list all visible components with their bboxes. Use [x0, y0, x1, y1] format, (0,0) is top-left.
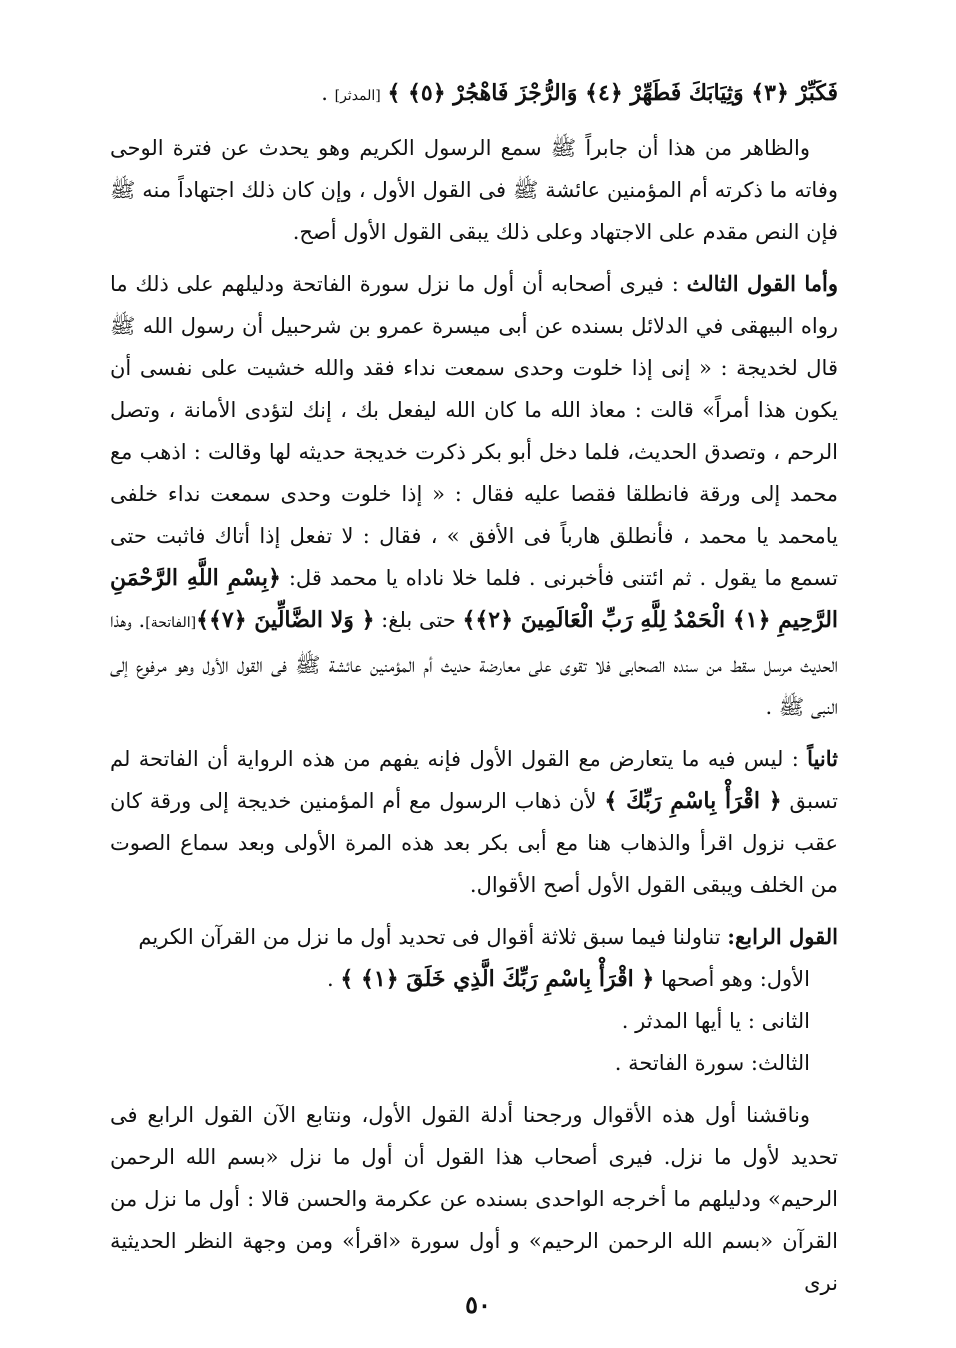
text-segment: حتى بلغ: [374, 608, 463, 632]
surah-reference: [الفاتحة] [145, 615, 197, 631]
text-segment: : ليس فيه ما يتعارض مع القول الأول فإنه يفهم من هذه الرواية أن الفاتحة لم تسبق [110, 747, 838, 813]
quran-verse: فَكَبِّرْ ﴿٣﴾ وَثِيَابَكَ فَطَهِّرْ ﴿٤﴾ وَالرُّجْزَ فَاهْجُرْ ﴿٥﴾ ﴾ [387, 80, 838, 106]
list-item-third: الثالث: سورة الفاتحة . [614, 1051, 810, 1075]
surah-reference: [المدثر] [334, 88, 381, 104]
quran-verse-iqra: ﴿ اقْرَأْ بِاسْمِ رَبِّكَ ﴾ [604, 788, 782, 814]
verse-line-muddaththir [110, 68, 838, 117]
text-segment: . وهذا الحديث مرسل سقط من سنده الصحابى فلا تقوى على معارضة حديث أم المؤمنين عائشة ﷺ فى القول الأول وهو مرفوع إلى النبى ﷺ . [110, 608, 838, 719]
heading-secondly: ثانياً [807, 746, 838, 771]
text-segment: الأول: وهو أصحها [654, 967, 810, 991]
page-number: ٥٠ [465, 1290, 491, 1319]
text-segment: . [327, 967, 341, 991]
quran-verse-fatiha-7: ﴿ وَلا الضَّالِّينَ ﴿٧﴾﴾ [196, 607, 375, 633]
text-segment: تناولنا فيما سبق ثلاثة أقوال فى تحديد أول ما نزل من القرآن الكريم [138, 925, 728, 949]
list-item-first [110, 958, 838, 1000]
paragraph-third-opinion [110, 263, 838, 728]
paragraph-fourth-opinion [110, 916, 838, 958]
paragraph-jabir: والظاهر من هذا أن جابراً ﷺ سمع الرسول الكريم وهو يحدث عن فترة الوحى وفاته ما ذكرته أم المؤمنين عائشة ﷺ فى القول الأول ، وإن كان ذلك اجتهاداً منه ﷺ فإن النص مقدم على الاجتهاد وعلى ذلك يبقى القول الأول أصح. [110, 136, 838, 244]
period: . [321, 81, 328, 105]
paragraph-secondly [110, 738, 838, 906]
list-item-second: الثانى : يا أيها المدثر . [621, 1009, 810, 1033]
quran-verse-iqra-full: ﴿ اقْرَأْ بِاسْمِ رَبِّكَ الَّذِي خَلَقَ ﴿١﴾ ﴾ [340, 966, 655, 992]
text-segment: لأن ذهاب الرسول مع أم المؤمنين خديجة إلى ورقة كان عقب نزول اقرأ والذهاب هنا مع أبى بكر بعد هذه المرة الأولى وبعد سماع الصوت من الخلف ويبقى القول الأول أصح الأقوال. [110, 789, 838, 897]
quran-verse-fatiha-1: ﴿بِسْمِ اللَّهِ الرَّحْمَنِ الرَّحِيمِ ﴿١﴾ الْحَمْدُ لِلَّهِ رَبِّ الْعَالَمِينَ ﴿٢﴾﴾ [110, 565, 839, 633]
paragraph-discussion: وناقشنا أول هذه الأقوال ورجحنا أدلة القول الأول، ونتابع الآن القول الرابع فى تحديد لأول ما نزل. فيرى أصحاب هذا القول أن أول ما نزل «بسم الله الرحمن الرحيم» ودليلهم ما أخرجه الواحدى بسنده عن عكرمة والحسن قالا : أول ما نزل من القرآن «بسم الله الرحمن الرحيم» و أول سورة «اقرأ» ومن وجهة النظر الحديثية نرى [110, 1103, 838, 1295]
text-segment: : فيرى أصحابه أن أول ما نزل سورة الفاتحة ودليلهم على ذلك ما رواه البيهقى في الدلائل بسنده عن أبى ميسرة عمرو بن شرحبيل أن رسول الله ﷺ قال لخديجة : « إنى إذا خلوت وحدى سمعت نداء فقد والله خشيت على نفسى أن يكون هذا أمراً» قالت : معاذ الله ما كان الله ليفعل بك ، إنك لتؤدى الأمانة ، وتصل الرحم ، وتصدق الحديث، فلما دخل أبو بكر ذكرت خديجة حديثه لها وقالت : اذهب مع محمد إلى ورقة فانطلقا فقصا عليه فقال : « إذا خلوت وحدى سمعت نداء خلفى يامحمد يا محمد ، فأنطلق هارباً فى الأفق » ، فقال : لا تفعل إذا أتاك فاثبت حتى تسمع ما يقول . ثم ائتنى فأخبرنى . فلما خلا ناداه يا محمد قل: [110, 272, 838, 590]
heading-third-opinion: وأما القول الثالث [686, 271, 838, 296]
heading-fourth-opinion: القول الرابع: [727, 924, 838, 949]
